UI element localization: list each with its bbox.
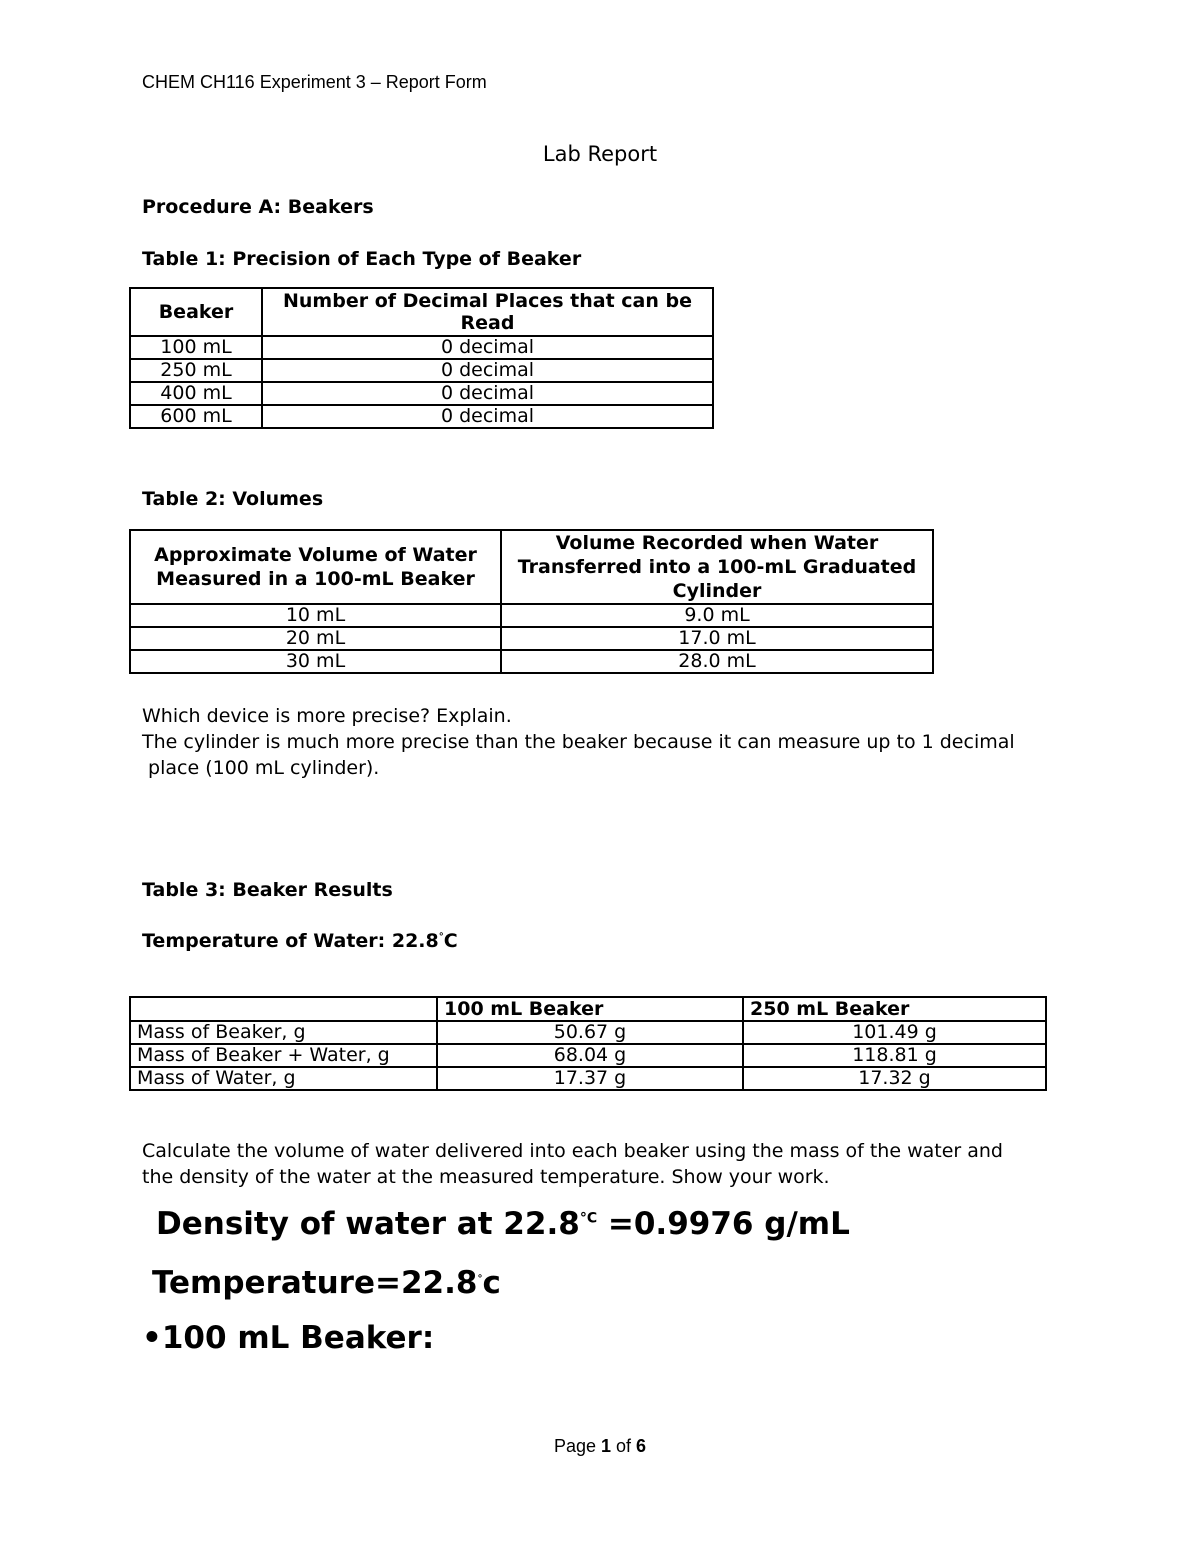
temperature-statement	[152, 1265, 501, 1301]
report-title: Lab Report	[542, 142, 658, 166]
beaker-results-table	[129, 996, 1047, 1091]
table-cell: 17.32 g	[743, 1067, 1046, 1090]
table-row	[130, 359, 713, 382]
degree-symbol: °	[438, 931, 444, 943]
temperature-unit: C	[443, 930, 458, 952]
table-cell: 250 mL	[130, 359, 262, 382]
table-header-cell	[130, 997, 437, 1021]
degree-symbol: °	[477, 1273, 483, 1285]
table-cell: 101.49 g	[743, 1021, 1046, 1044]
question-text: Which device is more precise? Explain.	[142, 705, 512, 727]
table2-caption: Table 2: Volumes	[142, 488, 324, 510]
table-cell: 0 decimal	[262, 405, 713, 428]
density-value: =0.9976 g/mL	[597, 1206, 850, 1242]
table-header-cell: Beaker	[130, 288, 262, 336]
volumes-table	[129, 529, 934, 674]
page-label: Page	[553, 1436, 601, 1456]
table1-caption: Table 1: Precision of Each Type of Beaker	[142, 248, 582, 270]
table-cell: 400 mL	[130, 382, 262, 405]
table-row	[130, 1044, 1046, 1067]
table-cell: 600 mL	[130, 405, 262, 428]
calculation-instructions	[142, 1138, 1003, 1190]
instruction-line: the density of the water at the measured temperature. Show your work.	[142, 1166, 830, 1188]
table-header-cell: 250 mL Beaker	[743, 997, 1046, 1021]
table-header-row	[130, 288, 713, 336]
table-cell: Mass of Water, g	[130, 1067, 437, 1090]
degree-unit: °C	[579, 1210, 598, 1227]
table-cell: 0 decimal	[262, 382, 713, 405]
table-cell: 50.67 g	[437, 1021, 743, 1044]
beaker-bullet-item	[142, 1320, 434, 1356]
answer-line: place (100 mL cylinder).	[142, 757, 380, 779]
table-header-cell: 100 mL Beaker	[437, 997, 743, 1021]
table-cell: 9.0 mL	[501, 604, 933, 627]
of-label: of	[611, 1436, 637, 1456]
page-header: CHEM CH116 Experiment 3 – Report Form	[142, 72, 487, 92]
table-row	[130, 627, 933, 650]
table-row	[130, 336, 713, 359]
table-cell: Mass of Beaker, g	[130, 1021, 437, 1044]
answer-line: The cylinder is much more precise than the beaker because it can measure up to 1 decimal	[142, 731, 1015, 753]
table-cell: 118.81 g	[743, 1044, 1046, 1067]
table-header-cell: Volume Recorded when Water Transferred into a 100-mL Graduated Cylinder	[501, 530, 933, 604]
precision-table	[129, 287, 714, 429]
table-cell: 17.0 mL	[501, 627, 933, 650]
table-row	[130, 405, 713, 428]
table-cell: 20 mL	[130, 627, 501, 650]
bullet-icon: •	[142, 1320, 162, 1356]
precision-question	[142, 703, 1015, 781]
table-cell: 28.0 mL	[501, 650, 933, 673]
table-cell: 10 mL	[130, 604, 501, 627]
table-header-cell: Number of Decimal Places that can be Read	[262, 288, 713, 336]
density-label: Density of water at 22.8	[156, 1206, 580, 1242]
table-row	[130, 604, 933, 627]
table-row	[130, 382, 713, 405]
temperature-label: Temperature of Water: 22.8	[142, 930, 439, 952]
water-temperature	[142, 930, 458, 952]
table-cell: 17.37 g	[437, 1067, 743, 1090]
table-cell: 68.04 g	[437, 1044, 743, 1067]
page-total: 6	[636, 1436, 647, 1456]
procedure-a-heading: Procedure A: Beakers	[142, 196, 374, 218]
table-cell: 100 mL	[130, 336, 262, 359]
table-cell: 0 decimal	[262, 359, 713, 382]
page-number: 1	[601, 1436, 612, 1456]
table-header-row	[130, 530, 933, 604]
page-footer	[0, 1436, 1200, 1457]
table-cell: 0 decimal	[262, 336, 713, 359]
instruction-line: Calculate the volume of water delivered into each beaker using the mass of the water and	[142, 1140, 1003, 1162]
table-header-row	[130, 997, 1046, 1021]
table-row	[130, 1021, 1046, 1044]
table-cell: 30 mL	[130, 650, 501, 673]
density-statement	[156, 1206, 850, 1242]
table-cell: Mass of Beaker + Water, g	[130, 1044, 437, 1067]
temperature-value: Temperature=22.8	[152, 1265, 478, 1301]
temperature-unit: c	[482, 1265, 501, 1301]
table3-caption: Table 3: Beaker Results	[142, 879, 393, 901]
bullet-text: 100 mL Beaker:	[161, 1320, 435, 1356]
table-header-cell: Approximate Volume of Water Measured in a 100-mL Beaker	[130, 530, 501, 604]
table-row	[130, 650, 933, 673]
table-row	[130, 1067, 1046, 1090]
